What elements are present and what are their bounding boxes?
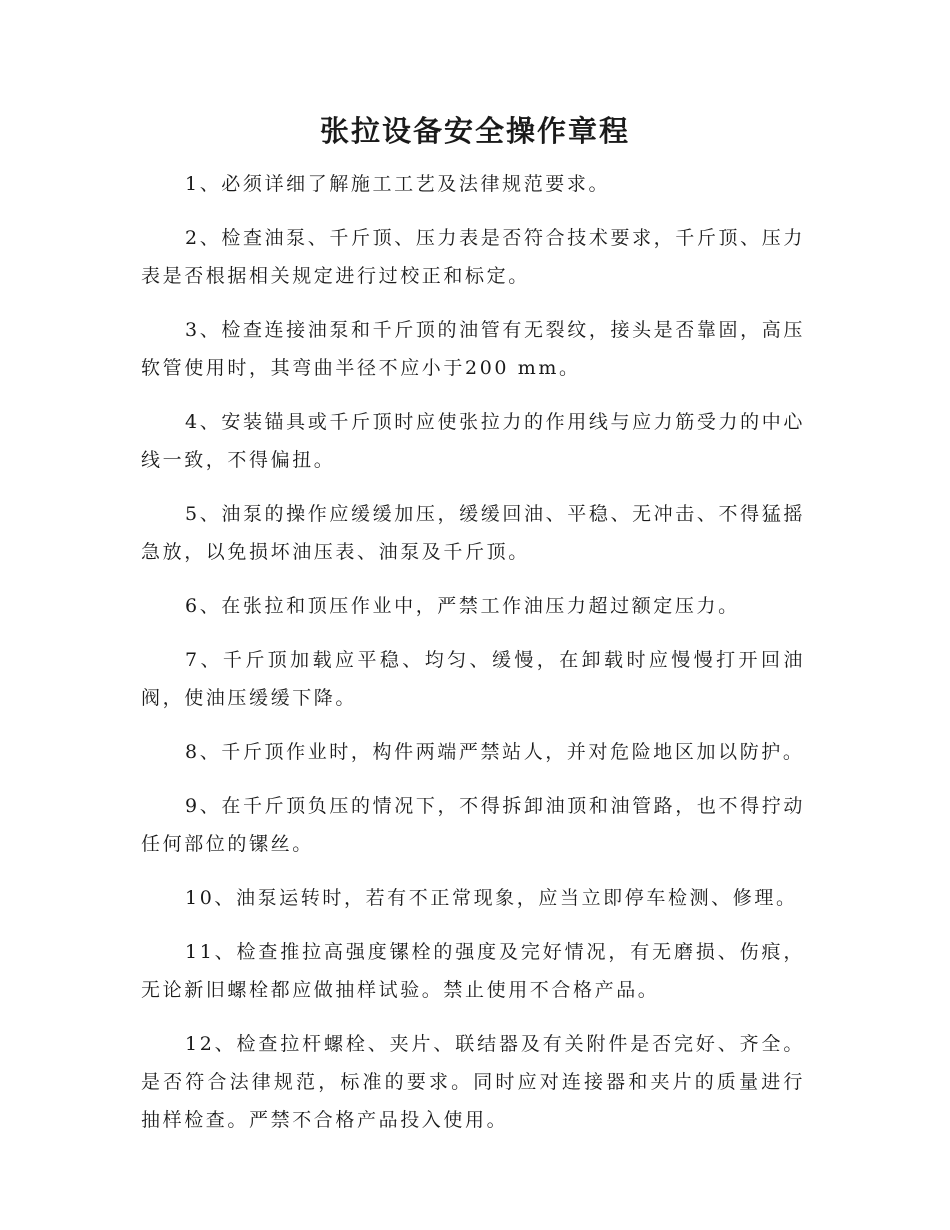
- document-title: 张拉设备安全操作章程: [319, 114, 630, 148]
- paragraph-7: 7、千斤顶加载应平稳、均匀、缓慢，在卸载时应慢慢打开回油阀，使油压缓缓下降。: [141, 649, 805, 709]
- paragraph-4: 4、安装锚具或千斤顶时应使张拉力的作用线与应力筋受力的中心线一致，不得偏扭。: [141, 411, 805, 471]
- paragraph-2: 2、检查油泵、千斤顶、压力表是否符合技术要求，千斤顶、压力表是否根据相关规定进行过校正和标定。: [141, 227, 805, 287]
- document-body: [141, 165, 805, 1155]
- paragraph-5: 5、油泵的操作应缓缓加压，缓缓回油、平稳、无冲击、不得猛摇急放，以免损坏油压表、油泵及千斤顶。: [141, 503, 805, 563]
- paragraph-11: 11、检查推拉高强度镙栓的强度及完好情况，有无磨损、伤痕，无论新旧螺栓都应做抽样试验。禁止使用不合格产品。: [141, 941, 805, 1001]
- paragraph-1: 1、必须详细了解施工工艺及法律规范要求。: [185, 173, 611, 195]
- paragraph-6: 6、在张拉和顶压作业中，严禁工作油压力超过额定压力。: [185, 595, 740, 617]
- paragraph-9: 9、在千斤顶负压的情况下，不得拆卸油顶和油管路，也不得拧动任何部位的镙丝。: [141, 795, 805, 855]
- paragraph-3: 3、检查连接油泵和千斤顶的油管有无裂纹，接头是否靠固，高压软管使用时，其弯曲半径不应小于200 mm。: [141, 319, 805, 379]
- paragraph-10: 10、油泵运转时，若有不正常现象，应当立即停车检测、修理。: [185, 887, 798, 909]
- paragraph-8: 8、千斤顶作业时，构件两端严禁站人，并对危险地区加以防护。: [185, 741, 805, 763]
- paragraph-12: 12、检查拉杆螺栓、夹片、联结器及有关附件是否完好、齐全。是否符合法律规范，标准的要求。同时应对连接器和夹片的质量进行抽样检查。严禁不合格产品投入使用。: [141, 1033, 805, 1131]
